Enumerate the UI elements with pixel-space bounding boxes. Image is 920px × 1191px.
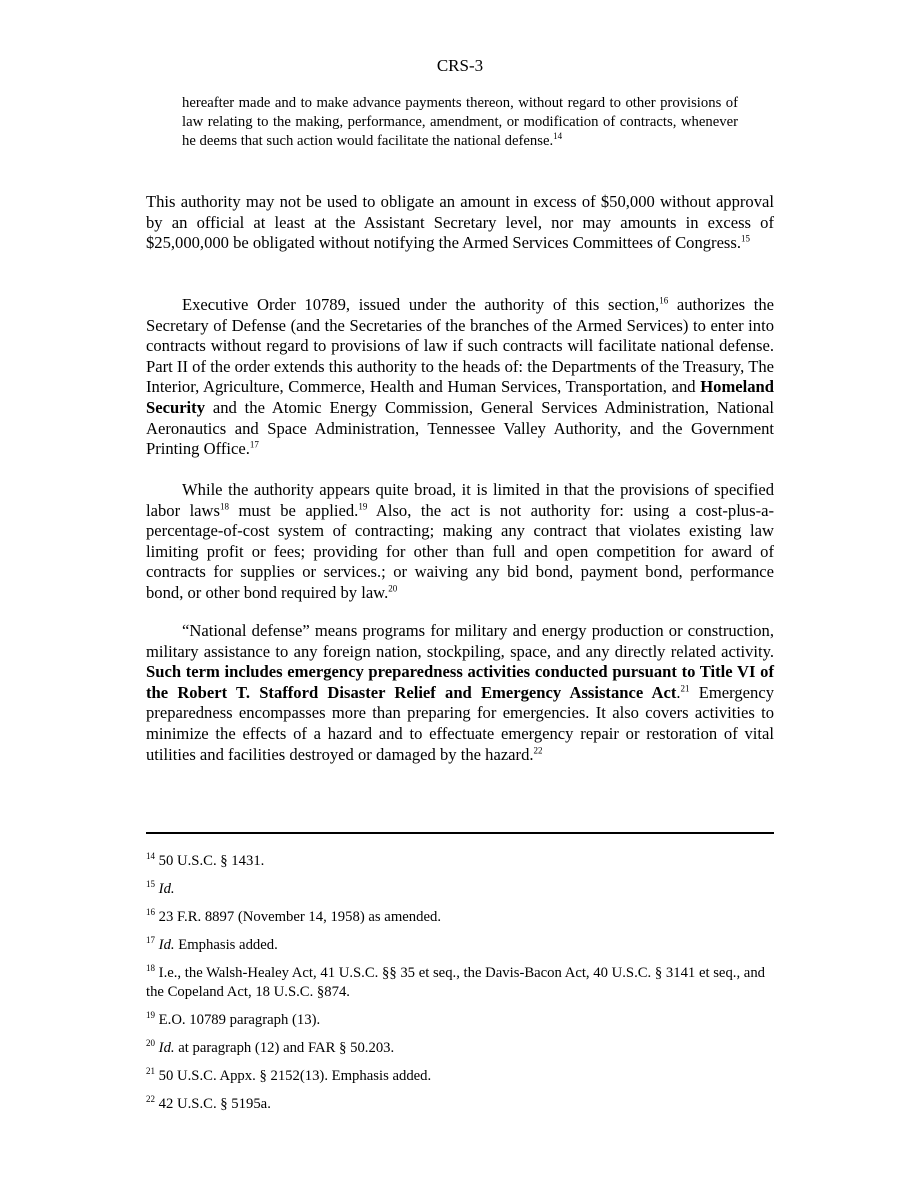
- paragraph-text: While the authority appears quite broad, it is limited in that the provisions of specified labor laws: [146, 480, 774, 520]
- footnote-text: 50 U.S.C. Appx. § 2152(13). Emphasis added.: [158, 1068, 432, 1084]
- footnote: [146, 936, 774, 955]
- footnote: [146, 964, 774, 1002]
- paragraph-text: Emergency preparedness encompasses more than preparing for emergencies. It also covers activities to minimize the effects of a hazard and to effectuate emergency repair or restoration of vital utilities and facilities destroyed or damaged by the hazard.: [146, 682, 774, 764]
- paragraph-text: authorizes the Secretary of Defense (and the Secretaries of the branches of the Armed Services) to enter into contracts without regard to provisions of law if such contracts will facilitate national defense. Part II of the order extends this authority to the heads of: the Departments of the Treasury, The Interior, Agriculture, Commerce, Health and Human Services, Transportation, and: [146, 295, 775, 397]
- footnote-ref[interactable]: 16: [659, 295, 669, 306]
- paragraph-authority-limits: [146, 192, 774, 254]
- footnote-divider: [146, 832, 774, 834]
- paragraph-national-defense: [146, 621, 774, 765]
- footnote-number: 14: [146, 851, 155, 862]
- footnote: [146, 1011, 774, 1030]
- footnote-text: Emphasis added.: [174, 937, 278, 953]
- footnote-ref[interactable]: 19: [358, 501, 368, 512]
- footnote: [146, 1095, 774, 1114]
- footnote-ref[interactable]: 18: [219, 501, 229, 512]
- footnote-ref[interactable]: 22: [533, 745, 543, 756]
- footnote: [146, 1039, 774, 1058]
- paragraph-text: “National defense” means programs for military and energy production or construction, military assistance to any foreign nation, stockpiling, space, and any directly related activity.: [146, 621, 774, 661]
- footnote-italic: Id.: [158, 881, 175, 897]
- footnote-number: 17: [146, 935, 155, 946]
- footnote-number: 22: [146, 1094, 155, 1105]
- footnote-italic: Id.: [158, 937, 175, 953]
- footnote-ref[interactable]: 15: [741, 233, 750, 244]
- footnote-number: 21: [146, 1066, 155, 1077]
- footnote-number: 15: [146, 879, 155, 890]
- emphasis-text: Such term includes emergency preparedness activities conducted pursuant to Title VI of the Robert T. Stafford Disaster Relief and Emergency Assistance Act: [146, 662, 774, 702]
- footnote-text: at paragraph (12) and FAR § 50.203.: [174, 1040, 395, 1056]
- footnote: [146, 880, 774, 899]
- footnote: [146, 908, 774, 927]
- footnote-text: E.O. 10789 paragraph (13).: [158, 1012, 321, 1028]
- footnote-text: I.e., the Walsh-Healey Act, 41 U.S.C. §§ 35 et seq., the Davis-Bacon Act, 40 U.S.C. § 3141 et seq., and the Copeland Act, 18 U.S.C. §874.: [146, 965, 766, 1000]
- footnote-text: 42 U.S.C. § 5195a.: [158, 1096, 271, 1112]
- paragraph-executive-order: [146, 295, 774, 460]
- paragraph-text: and the Atomic Energy Commission, General Services Administration, National Aeronautics and Space Administration, Tennessee Valley Authority, and the Government Printing Office.: [146, 397, 774, 459]
- paragraph-text: .: [676, 682, 681, 702]
- footnote-text: 23 F.R. 8897 (November 14, 1958) as amended.: [158, 909, 441, 925]
- paragraph-text: This authority may not be used to obligate an amount in excess of $50,000 without approval by an official at least at the Assistant Secretary level, nor may amounts in excess of $25,000,000 be obligated without notifying the Armed Services Committees of Congress.: [146, 192, 774, 253]
- footnote-text: 50 U.S.C. § 1431.: [158, 853, 265, 869]
- footnote-number: 18: [146, 963, 155, 974]
- footnote-number: 19: [146, 1010, 155, 1021]
- emphasis-text: Homeland Security: [146, 377, 774, 417]
- footnote: [146, 1067, 774, 1086]
- paragraph-text: must be applied.: [228, 500, 359, 520]
- footnote-ref[interactable]: 20: [388, 583, 398, 594]
- page-label: CRS-3: [436, 56, 484, 75]
- paragraph-limitations: [146, 480, 774, 604]
- paragraph-text: Also, the act is not authority for: using a cost-plus-a-percentage-of-cost system of contracting; making any contract that violates existing law limiting profit or fees; providing for other than full and open competition for award of contracts for supplies or services.; or waiving any bid bond, payment bond, performance bond, or other bond required by law.: [146, 500, 774, 602]
- footnote-ref[interactable]: 14: [553, 131, 563, 142]
- quote-text: hereafter made and to make advance payments thereon, without regard to other provisions of law relating to the making, performance, amendment, or modification of contracts, whenever he deems that such action would facilitate the national defense.: [182, 95, 738, 150]
- footnotes-section: [146, 852, 774, 1123]
- paragraph-text: Executive Order 10789, issued under the authority of this section,: [182, 295, 660, 314]
- page-header: [0, 56, 920, 76]
- block-quote: [182, 94, 738, 151]
- footnote-ref[interactable]: 17: [249, 439, 259, 450]
- footnote-ref[interactable]: 21: [680, 683, 690, 694]
- footnote: [146, 852, 774, 871]
- footnote-italic: Id.: [158, 1040, 175, 1056]
- footnote-number: 20: [146, 1038, 155, 1049]
- footnote-number: 16: [146, 907, 155, 918]
